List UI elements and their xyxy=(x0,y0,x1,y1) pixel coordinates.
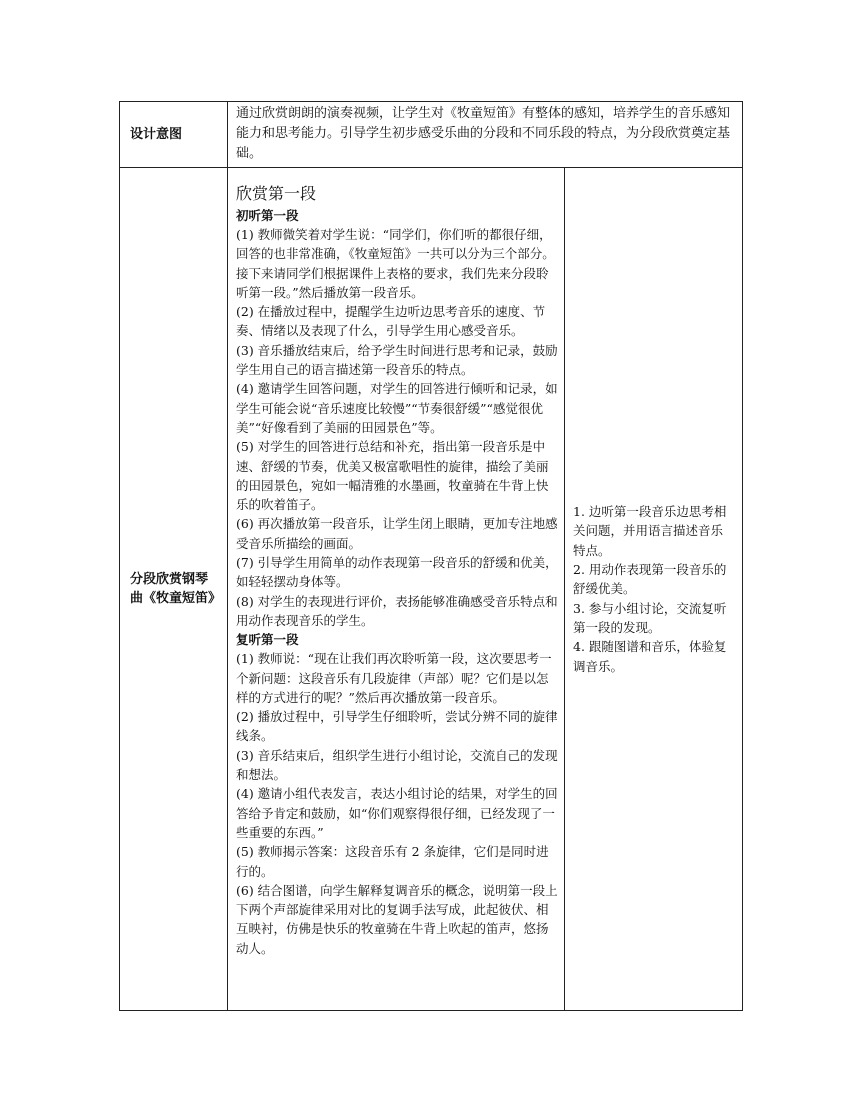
first-listen-item: (2) 在播放过程中，提醒学生边听边思考音乐的速度、节奏、情绪以及表现了什么，引导学生用心感受音乐。 xyxy=(236,304,546,339)
design-intent-row xyxy=(120,102,743,168)
second-listen-item: (2) 播放过程中，引导学生仔细聆听，尝试分辨不同的旋律线条。 xyxy=(236,709,558,744)
second-listen-title: 复听第一段 xyxy=(236,632,299,648)
first-listen-item: (3) 音乐播放结束后，给予学生时间进行思考和记录，鼓励学生用自己的语言描述第一段音乐的特点。 xyxy=(236,342,558,378)
segment-appreciation-row xyxy=(120,168,743,1011)
second-listen-item: (6) 结合图谱，向学生解释复调音乐的概念，说明第一段上下两个声部旋律采用对比的复调手法写成，此起彼伏、相互映衬，仿佛是快乐的牧童骑在牛背上吹起的笛声，悠扬动人。 xyxy=(236,882,558,956)
second-listen-item: (3) 音乐结束后，组织学生进行小组讨论，交流自己的发现和想法。 xyxy=(236,747,558,783)
first-listen-item: (6) 再次播放第一段音乐，让学生闭上眼睛，更加专注地感受音乐所描绘的画面。 xyxy=(236,516,558,551)
first-listen-item: (7) 引导学生用简单的动作表现第一段音乐的舒缓和优美，如轻轻摆动身体等。 xyxy=(236,555,558,590)
first-listen-item: (8) 对学生的表现进行评价，表扬能够准确感受音乐特点和用动作表现音乐的学生。 xyxy=(236,593,558,628)
teacher-activity-cell xyxy=(228,168,565,1011)
student-activity-item: 2. 用动作表现第一段音乐的舒缓优美。 xyxy=(573,562,727,597)
second-listen-item: (5) 教师揭示答案：这段音乐有 2 条旋律，它们是同时进行的。 xyxy=(236,844,549,879)
student-activity-item: 3. 参与小组讨论，交流复听第一段的发现。 xyxy=(573,600,727,635)
student-activity-item: 1. 边听第一段音乐边思考相关问题，并用语言描述音乐特点。 xyxy=(573,504,727,558)
design-intent-text: 通过欣赏朗朗的演奏视频，让学生对《牧童短笛》有整体的感知，培养学生的音乐感知能力和思考能力。引导学生初步感受乐曲的分段和不同乐段的特点，为分段欣赏奠定基础。 xyxy=(228,102,743,168)
design-intent-label: 设计意图 xyxy=(120,102,228,168)
student-activity-cell xyxy=(565,168,743,1011)
second-listen-item: (4) 邀请小组代表发言，表达小组讨论的结果，对学生的回答给予肯定和鼓励，如“你们观察得很仔细，已经发现了一些重要的东西。” xyxy=(236,786,558,840)
second-listen-item: (1) 教师说：“现在让我们再次聆听第一段，这次要思考一个新问题：这段音乐有几段旋律（声部）呢？它们是以怎样的方式进行的呢？”然后再次播放第一段音乐。 xyxy=(236,651,552,705)
section-heading: 欣赏第一段 xyxy=(236,184,317,203)
student-activity-item: 4. 跟随图谱和音乐，体验复调音乐。 xyxy=(573,639,727,674)
lesson-plan-table xyxy=(119,101,743,1011)
segment-appreciation-label: 分段欣赏钢琴曲《牧童短笛》 xyxy=(120,168,228,1011)
first-listen-item: (5) 对学生的回答进行总结和补充，指出第一段音乐是中速、舒缓的节奏，优美又极富歌唱性的旋律，描绘了美丽的田园景色，宛如一幅清雅的水墨画，牧童骑在牛背上快乐的吹着笛子。 xyxy=(236,439,549,513)
first-listen-item: (4) 邀请学生回答问题，对学生的回答进行倾听和记录，如学生可能会说“音乐速度比较慢”“节奏很舒缓”“感觉很优美”“好像看到了美丽的田园景色”等。 xyxy=(236,381,558,435)
first-listen-title: 初听第一段 xyxy=(236,208,299,223)
first-listen-item: (1) 教师微笑着对学生说：“同学们，你们听的都很仔细，回答的也非常准确，《牧童短笛》一共可以分为三个部分。接下来请同学们根据课件上表格的要求，我们先来分段聆听第一段。”然后播放第一段音乐。 xyxy=(236,227,555,300)
